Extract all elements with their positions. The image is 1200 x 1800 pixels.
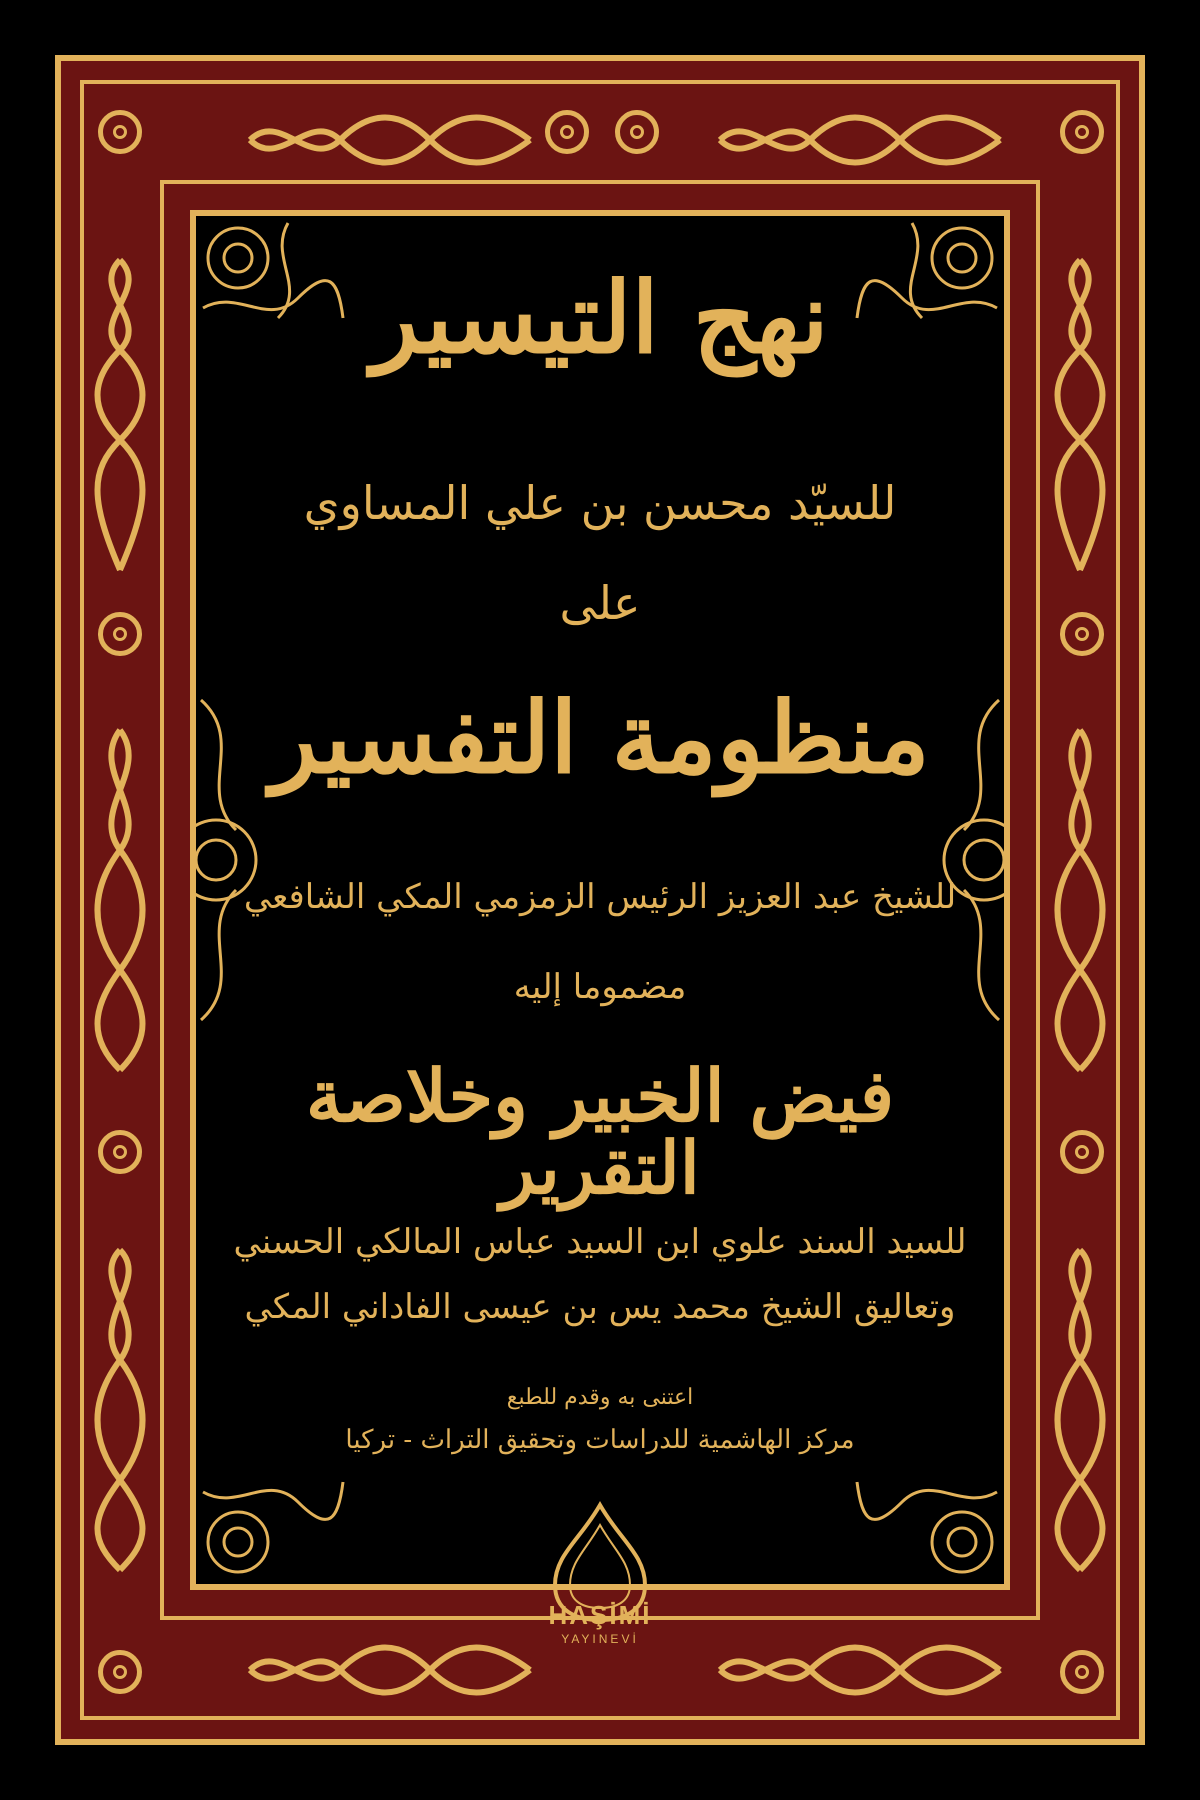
editor-center-line: مركز الهاشمية للدراسات وتحقيق التراث - تركيا	[345, 1425, 855, 1455]
publisher-name: HAŞİMİ	[548, 1600, 652, 1630]
border-knot-ornament	[1050, 720, 1110, 1080]
border-knot-ornament	[240, 110, 540, 170]
poem-author-line: للشيخ عبد العزيز الرئيس الزمزمي المكي الشافعي	[243, 877, 957, 917]
rosette-ornament	[615, 110, 659, 154]
rosette-ornament	[1060, 1650, 1104, 1694]
rosette-ornament	[98, 612, 142, 656]
rosette-ornament	[98, 1650, 142, 1694]
editor-credit-line: اعتنى به وقدم للطبع	[506, 1385, 694, 1410]
author-line: للسيّد محسن بن علي المساوي	[303, 476, 897, 530]
connector-word: على	[559, 576, 641, 630]
border-knot-ornament	[1050, 250, 1110, 580]
commentator-line: للسيد السند علوي ابن السيد عباس المالكي الحسني	[233, 1222, 967, 1262]
publisher-subtitle: YAYINEVİ	[561, 1632, 639, 1646]
rosette-ornament	[545, 110, 589, 154]
border-knot-ornament	[710, 1640, 1010, 1700]
border-knot-ornament	[90, 720, 150, 1080]
border-knot-ornament	[1050, 1240, 1110, 1580]
rosette-ornament	[98, 1130, 142, 1174]
second-title: فيض الخبير وخلاصة التقرير	[305, 1053, 895, 1210]
book-subtitle: منظومة التفسير	[270, 681, 930, 796]
rosette-ornament	[98, 110, 142, 154]
rosette-ornament	[1060, 1130, 1104, 1174]
rosette-ornament	[1060, 110, 1104, 154]
annotator-line: وتعاليق الشيخ محمد يس بن عيسى الفاداني المكي	[244, 1287, 956, 1327]
border-knot-ornament	[240, 1640, 540, 1700]
border-knot-ornament	[90, 250, 150, 580]
rosette-ornament	[1060, 612, 1104, 656]
border-knot-ornament	[90, 1240, 150, 1580]
appended-label: مضموما إليه	[513, 967, 687, 1007]
book-title: نهج التيسير	[371, 261, 829, 376]
border-knot-ornament	[710, 110, 1010, 170]
